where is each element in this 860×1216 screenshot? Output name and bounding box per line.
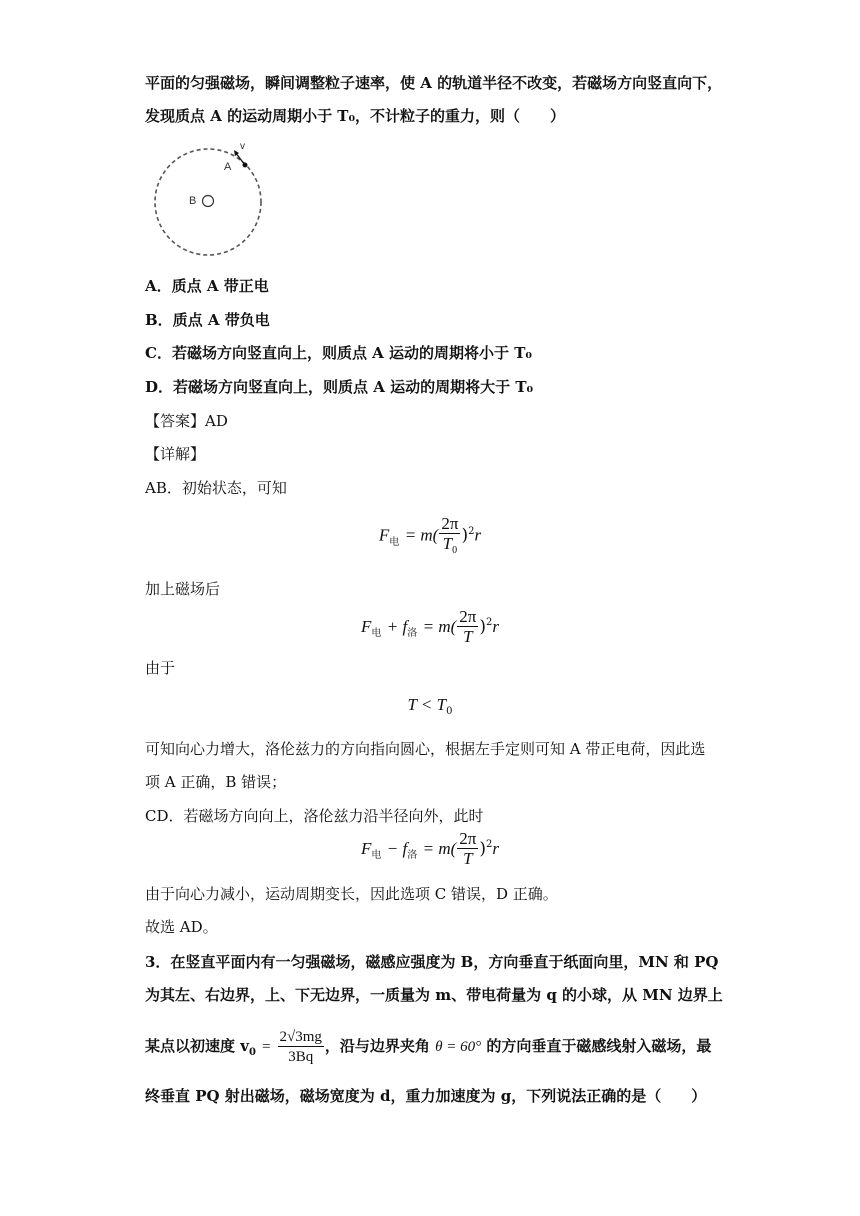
- answer-label: 【答案】AD: [145, 412, 228, 430]
- q3-line-2: 为其左、右边界，上、下无边界，一质量为 m、带电荷量为 q 的小球，从 MN 边界上: [145, 986, 723, 1004]
- orbit-figure: [148, 140, 268, 260]
- intro-line-2: 发现质点 A 的运动周期小于 T₀，不计粒子的重力，则（ ）: [145, 107, 566, 125]
- detail-heading: 【详解】: [145, 445, 206, 463]
- option-a: A．质点 A 带正电: [145, 277, 269, 295]
- conclusion-2: 项 A 正确，B 错误；: [145, 773, 287, 791]
- option-c: C．若磁场方向竖直向上，则质点 A 运动的周期将小于 T₀: [145, 344, 532, 362]
- cd-intro: CD．若磁场方向向上，洛伦兹力沿半径向外，此时: [145, 807, 484, 825]
- center-b-circle: [203, 196, 214, 207]
- q3-line-1: 3．在竖直平面内有一匀强磁场，磁感应强度为 B，方向垂直于纸面向里，MN 和 PQ: [145, 953, 719, 971]
- label-b: B: [189, 195, 197, 207]
- equation-3: $T < T_0$: [407, 695, 453, 717]
- label-a: A: [224, 161, 232, 173]
- intro-line-1: 平面的匀强磁场，瞬间调整粒子速率，使 A 的轨道半径不改变，若磁场方向竖直向下，: [145, 74, 723, 92]
- equation-1: $F_电 = m$( $\frac{2\pi}{T_0}$ )$^2$r: [378, 514, 482, 556]
- conclusion-3: 由于向心力减小，运动周期变长，因此选项 C 错误，D 正确。: [145, 885, 558, 903]
- option-d: D．若磁场方向竖直向上，则质点 A 运动的周期将大于 T₀: [145, 378, 534, 396]
- final-answer: 故选 AD。: [145, 918, 218, 936]
- conclusion-1: 可知向心力增大，洛伦兹力的方向指向圆心，根据左手定则可知 A 带正电荷，因此选: [145, 740, 706, 758]
- label-v: v: [240, 141, 245, 152]
- option-b: B．质点 A 带负电: [145, 311, 270, 329]
- q3-line-3: 某点以初速度 $v_0$ = $\frac{2√3mg}{3Bq}$ ，沿与边界夹角 θ = 60° 的方向垂直于磁感线射入磁场，最: [145, 1028, 712, 1065]
- arrow-head-icon: [234, 150, 239, 156]
- since-label: 由于: [145, 659, 176, 677]
- equation-4: $F_电 - f_洛 = m$( $\frac{2\pi}{T}$ )$^2$r: [360, 829, 500, 868]
- equation-2: $F_电 + f_洛 = m$( $\frac{2\pi}{T}$ )$^2$r: [360, 607, 500, 646]
- after-field: 加上磁场后: [145, 580, 221, 598]
- ab-intro: AB．初始状态，可知: [145, 479, 287, 497]
- q3-line-4: 终垂直 PQ 射出磁场，磁场宽度为 d，重力加速度为 g，下列说法正确的是（ ）: [145, 1087, 707, 1105]
